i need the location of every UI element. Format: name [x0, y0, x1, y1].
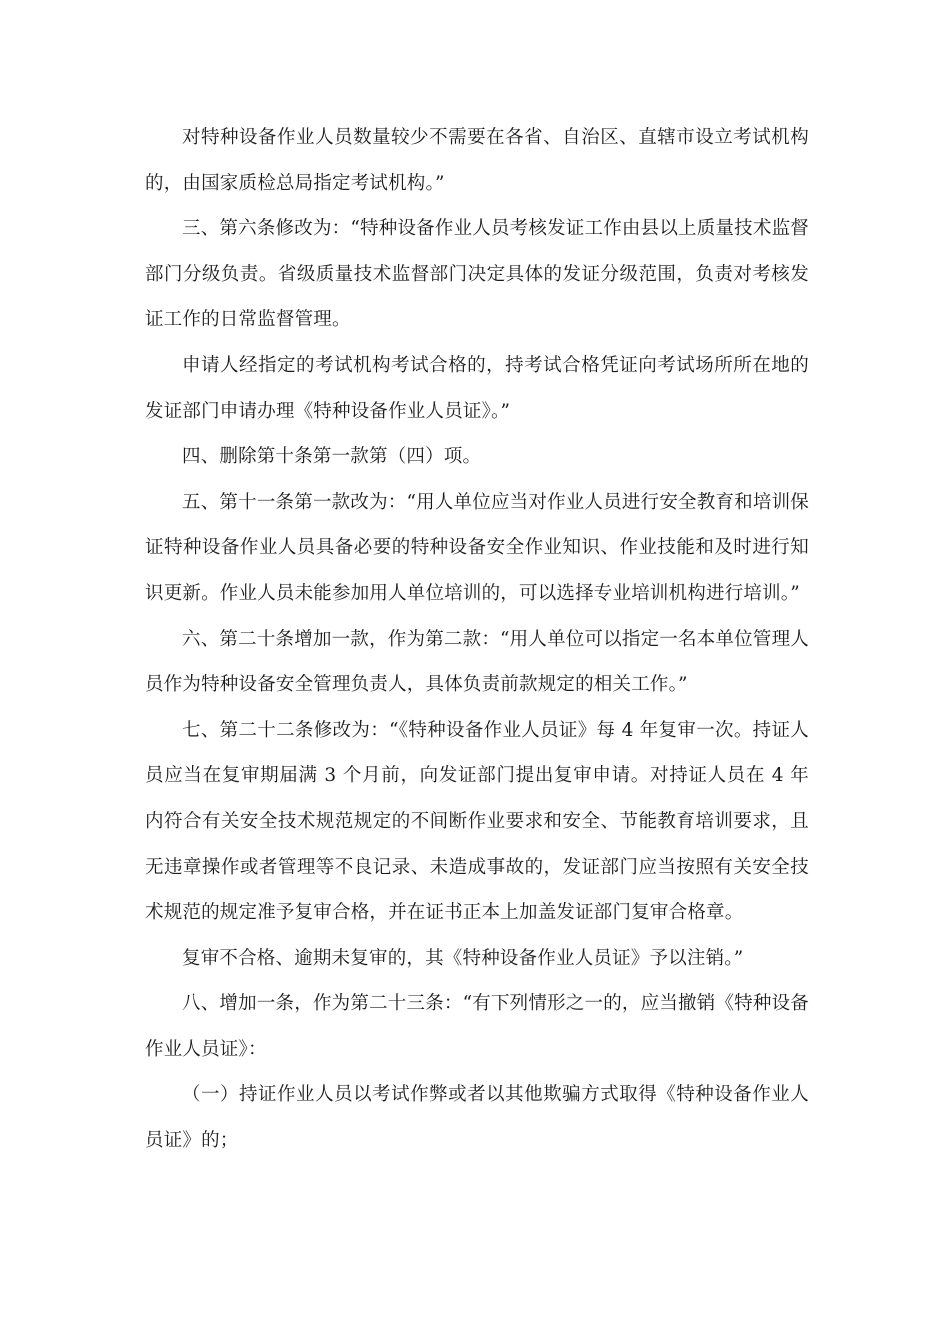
paragraph-review-failure: 复审不合格、逾期未复审的，其《特种设备作业人员证》予以注销。” [182, 947, 744, 969]
paragraph-article-5: 五、第十一条第一款改为：“用人单位应当对作业人员进行安全教育和培训保证特种设备作业人员具备必要的特种设备安全作业知识、作业技能和及时进行知识更新。作业人员未能参加用人单位培训的，可以选择专业培训机构进行培训。” [145, 491, 809, 604]
document-body [145, 115, 809, 1164]
paragraph-article-3: 三、第六条修改为：“特种设备作业人员考核发证工作由县以上质量技术监督部门分级负责。省级质量技术监督部门决定具体的发证分级范围，负责对考核发证工作的日常监督管理。 [145, 218, 809, 331]
paragraph-article-4: 四、删除第十条第一款第（四）项。 [182, 446, 482, 468]
paragraph-item-1: （一）持证作业人员以考试作弊或者以其他欺骗方式取得《特种设备作业人员证》的； [145, 1084, 809, 1152]
paragraph-article-8: 八、增加一条，作为第二十三条：“有下列情形之一的，应当撤销《特种设备作业人员证》： [145, 993, 809, 1060]
paragraph-applicant: 申请人经指定的考试机构考试合格的，持考试合格凭证向考试场所所在地的发证部门申请办理《特种设备作业人员证》。” [145, 354, 809, 422]
paragraph-article-6: 六、第二十条增加一款，作为第二款：“用人单位可以指定一名本单位管理人员作为特种设备安全管理负责人，具体负责前款规定的相关工作。” [145, 628, 809, 696]
paragraph-exam-agency: 对特种设备作业人员数量较少不需要在各省、自治区、直辖市设立考试机构的，由国家质检总局指定考试机构。” [145, 127, 809, 194]
paragraph-article-7: 七、第二十二条修改为：“《特种设备作业人员证》每 4 年复审一次。持证人员应当在复审期届满 3 个月前，向发证部门提出复审申请。对持证人员在 4 年内符合有关安全技术规范规定的不间断作业要求和安全、节能教育培训要求，且无违章操作或者管理等不良记录、未造成事故的，发证部门应当按照有关安全技术规范的规定准予复审合格，并在证书正本上加盖发证部门复审合格章。 [145, 719, 809, 924]
